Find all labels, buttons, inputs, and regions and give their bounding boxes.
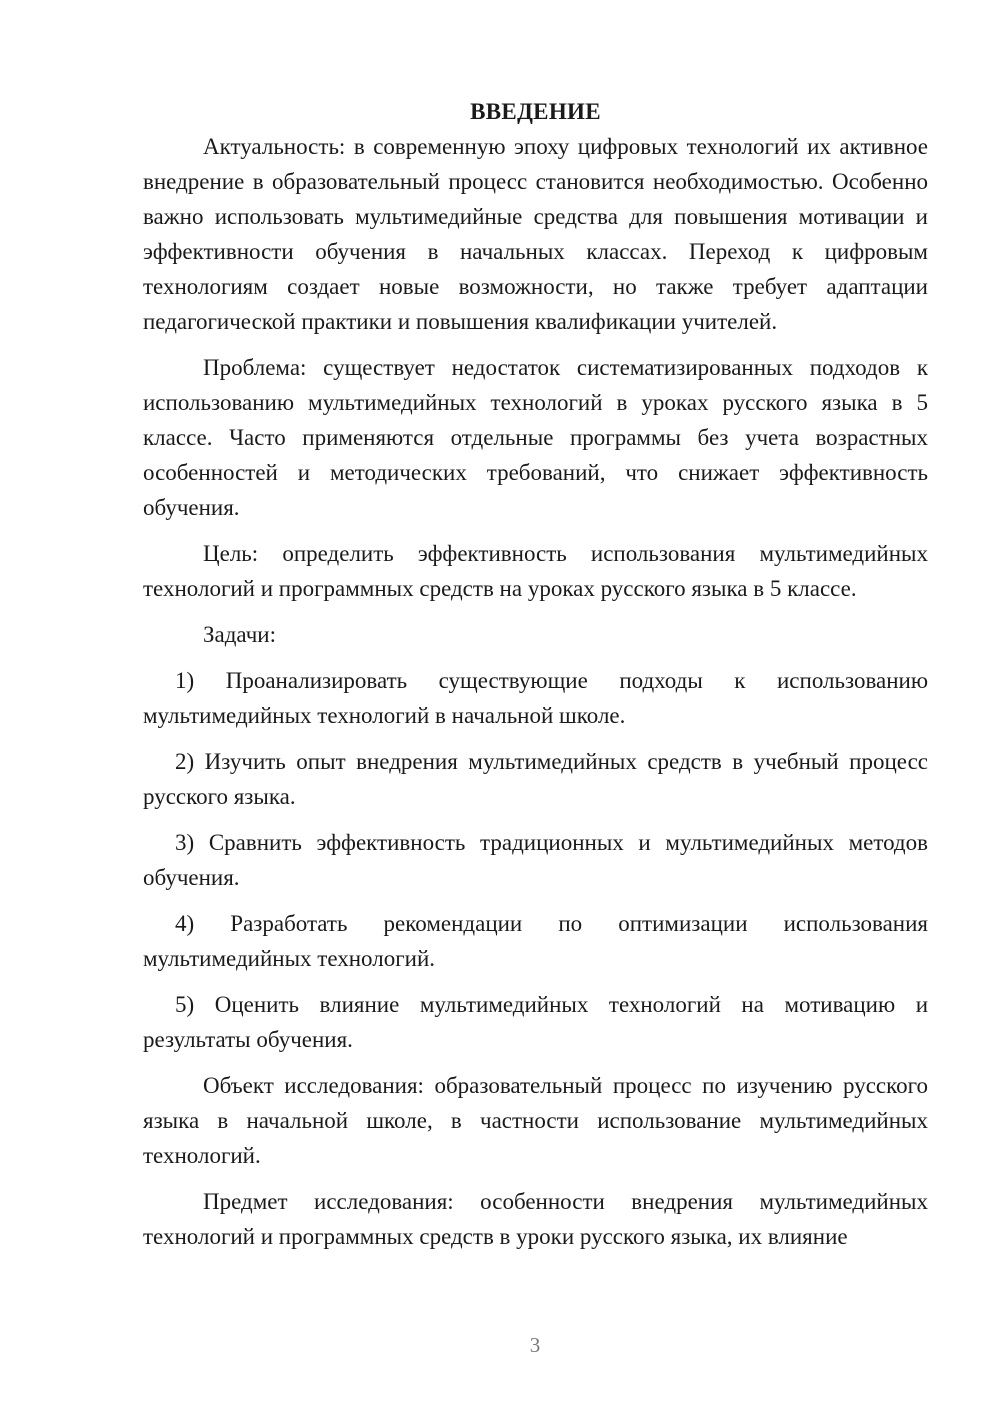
list-item-number: 2)	[175, 749, 195, 774]
list-item	[143, 987, 928, 1057]
page-title: ВВЕДЕНИЕ	[470, 99, 601, 124]
tasks-heading: Задачи:	[203, 622, 276, 647]
paragraph-problem: Проблема: существует недостаток систематизированных подходов к использованию мультимедийных технологий в уроках русского языка в 5 классе. Часто применяются отдельные программы без учета возрастных особенностей и методических требований, что снижает эффективность обучения.	[143, 355, 928, 520]
list-item-text: Оценить влияние мультимедийных технологий на мотивацию и результаты обучения.	[143, 992, 929, 1052]
list-item-number: 5)	[175, 992, 195, 1017]
list-item	[143, 906, 928, 976]
list-item-text: Разработать рекомендации по оптимизации использования мультимедийных технологий.	[143, 911, 929, 971]
paragraph-object: Объект исследования: образовательный процесс по изучению русского языка в начальной школе, в частности использование мультимедийных технологий.	[143, 1073, 928, 1168]
list-item	[143, 663, 928, 733]
list-item-number: 1)	[175, 668, 195, 693]
tasks-list	[143, 663, 928, 1057]
list-item	[143, 744, 928, 814]
list-item-text: Сравнить эффективность традиционных и мультимедийных методов обучения.	[143, 830, 928, 890]
page-number: 3	[529, 1333, 541, 1357]
paragraph-relevance: Актуальность: в современную эпоху цифровых технологий их активное внедрение в образовательный процесс становится необходимостью. Особенно важно использовать мультимедийные средства для повышения мотивации и эффективности обучения в начальных классах. Переход к цифровым технологиям создает новые возможности, но также требует адаптации педагогической практики и повышения квалификации учителей.	[143, 134, 928, 334]
page-content	[143, 94, 928, 1254]
list-item-text: Проанализировать существующие подходы к использованию мультимедийных технологий в начальной школе.	[143, 668, 929, 728]
list-item-text: Изучить опыт внедрения мультимедийных средств в учебный процесс русского языка.	[143, 749, 928, 809]
list-item-number: 4)	[175, 911, 195, 936]
list-item-number: 3)	[175, 830, 195, 855]
list-item	[143, 825, 928, 895]
paragraph-goal: Цель: определить эффективность использования мультимедийных технологий и программных средств на уроках русского языка в 5 классе.	[143, 541, 928, 601]
paragraph-subject: Предмет исследования: особенности внедрения мультимедийных технологий и программных средств в уроки русского языка, их влияние	[143, 1189, 928, 1249]
